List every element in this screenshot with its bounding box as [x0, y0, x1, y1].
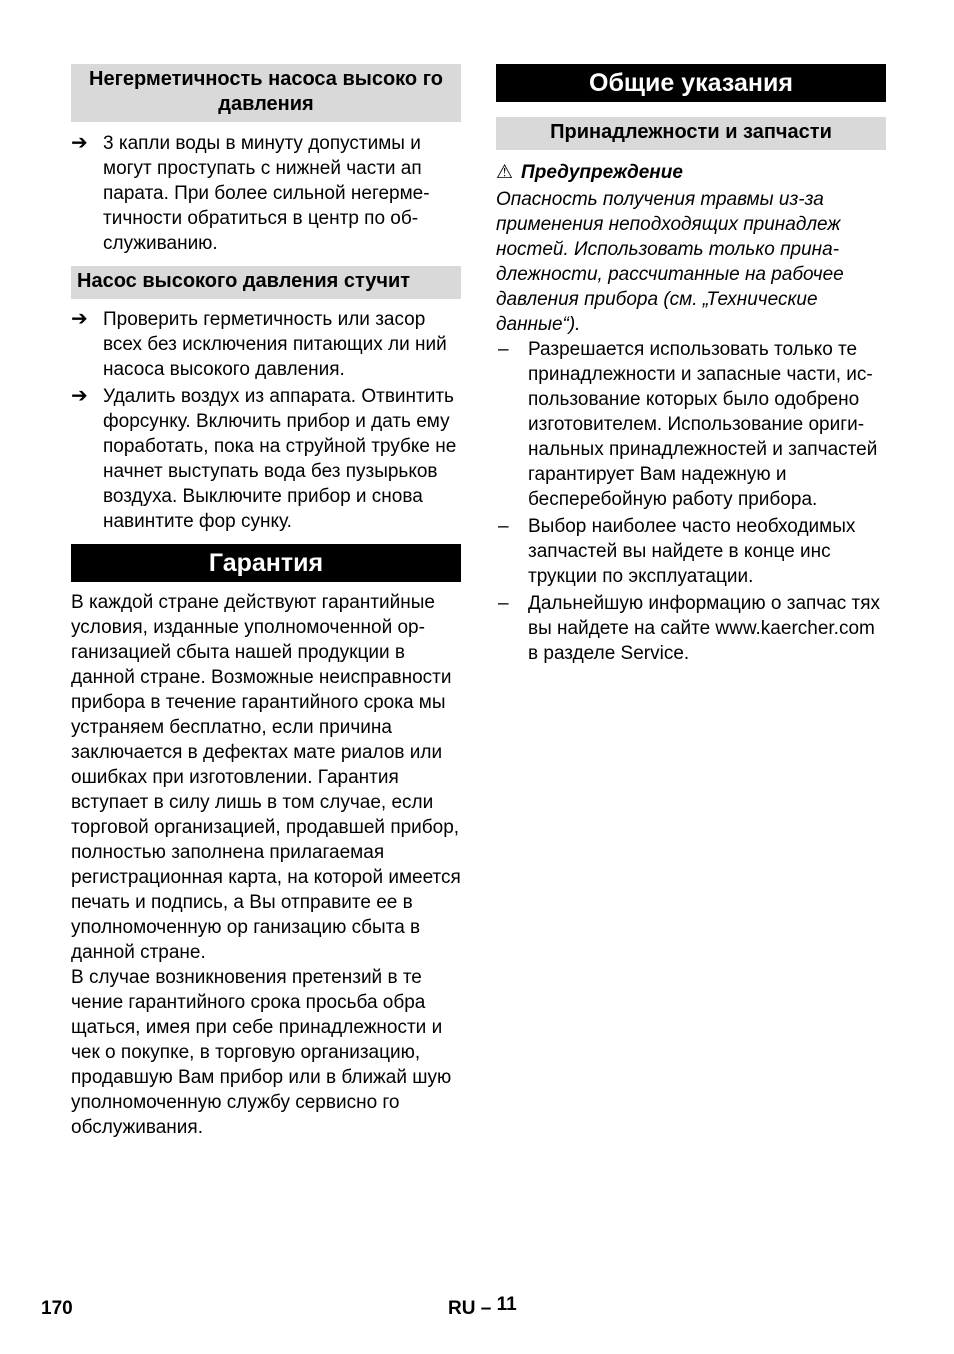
page-number: 170	[41, 1298, 73, 1319]
dash-item-text: Разрешается использовать только те принадлежности и запасные части, использование которых было одобрено изготовителем. Использование оригинальных принадлежностей и запчастей гарантирует Вам надежную и бесперебойную работу прибора.	[528, 339, 878, 510]
dash-mark: –	[498, 339, 509, 360]
warning-title	[496, 160, 886, 185]
leak-bullet-text: 3 капли воды в минуту допустимы и могут проступать с нижней части ап парата. При более сильной негерметичности обратиться в центр по обслуживанию.	[103, 133, 430, 254]
warranty-paragraph-1: В каждой стране действуют гарантийные условия, изданные уполномоченной организацией сбыта нашей продукции в данной стране. Возможные неисправности прибора в течение гарантийного срока мы устраняем бесплатно, если причина заключается в дефектах мате риалов или ошибках при изготовлении. Гарантия вступает в силу лишь в том случае, если торговой организацией, продавшей прибор, полностью заполнена прилагаемая регистрационная карта, на которой имеется печать и подпись, а Вы отправите ее в уполномоченную ор ганизацию сбыта в данной стране.	[71, 592, 461, 963]
warranty-paragraph-2: В случае возникновения претензий в те чение гарантийного срока просьба обра щаться, имея при себе принадлежности и чек о покупке, в торговую организацию, продавшую Вам прибор или в ближай шую уполномоченную службу сервисно го обслуживания.	[71, 967, 452, 1138]
warning-text: Опасность получения травмы из-за применения неподходящих принадлеж ностей. Использовать только принадлежности, рассчитанные на рабочее давления прибора (см. „Технические данные“).	[496, 189, 844, 335]
knock-bullet-1	[71, 307, 461, 382]
section-page-label	[448, 1294, 517, 1320]
general-heading: Общие указания	[496, 64, 886, 102]
warning-triangle-icon: ⚠	[496, 162, 514, 183]
leak-heading: Негерметичность насоса высоко го давления	[71, 64, 461, 122]
dash-item-text: Выбор наиболее часто необходимых запчастей вы найдете в конце инс трукции по эксплуатации.	[528, 516, 856, 587]
knock-bullet-text: Удалить воздух из аппарата. Отвинтить форсунку. Включить прибор и дать ему поработать, пока на струйной трубке не начнет выступать вода без пузырьков воздуха. Выключите прибор и снова навинтите фор сунку.	[103, 386, 457, 532]
dash-mark: –	[498, 516, 509, 537]
arrow-right-icon: ➔	[71, 132, 88, 154]
knock-heading: Насос высокого давления стучит	[71, 266, 461, 299]
left-column	[71, 64, 461, 1140]
warning-title-text: Предупреждение	[521, 162, 683, 183]
accessories-heading: Принадлежности и запчасти	[496, 117, 886, 150]
dash-item-1	[496, 337, 886, 512]
knock-bullet-text: Проверить герметичность или засор всех без исключения питающих ли ний насоса высокого давления.	[103, 309, 447, 380]
arrow-right-icon: ➔	[71, 308, 88, 330]
dash-item-text: Дальнейшую информацию о запчас тях вы найдете на сайте www.kaercher.com в разделе Service.	[528, 593, 881, 664]
arrow-right-icon: ➔	[71, 385, 88, 407]
dash-mark: –	[498, 593, 509, 614]
right-column	[496, 64, 886, 666]
dash-item-3	[496, 591, 886, 666]
leak-bullet	[71, 131, 461, 256]
dash-item-2	[496, 514, 886, 589]
knock-bullet-2	[71, 384, 461, 534]
warranty-heading: Гарантия	[71, 544, 461, 582]
section-page-number: 11	[496, 1294, 517, 1315]
lang-label: RU –	[448, 1298, 492, 1319]
